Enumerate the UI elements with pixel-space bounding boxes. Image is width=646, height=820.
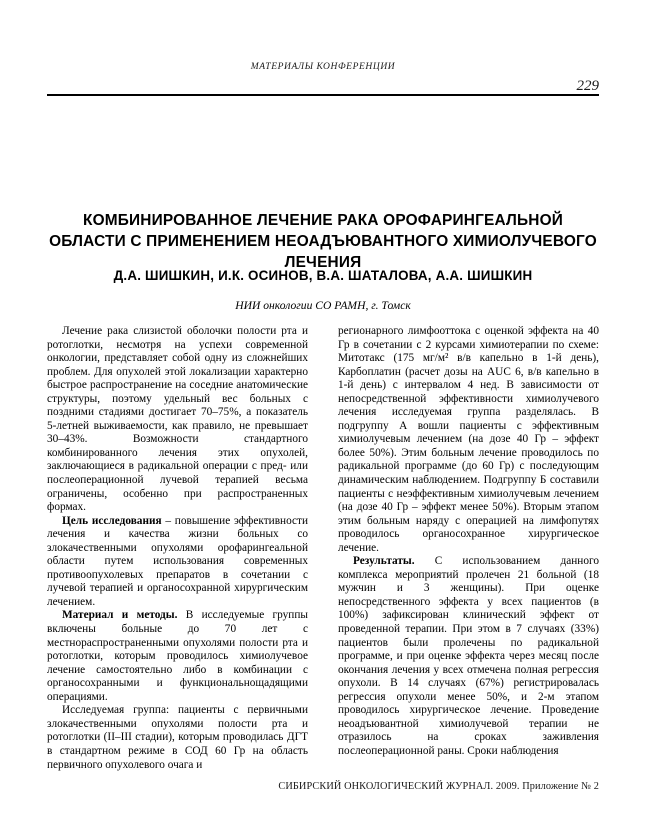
running-head: МАТЕРИАЛЫ КОНФЕРЕНЦИИ	[250, 62, 396, 72]
paragraph: Материал и методы. В исследуемые группы включены больные до 70 лет с местнораспространенными опухолями полости рта и ротоглотки, которым проводилось химиолучевое лечение самостоятельно либо в комбинации с органосохранными и функциональнощадящими операциями.	[47, 609, 308, 703]
body-column-right	[338, 325, 599, 759]
page-number: 229	[576, 78, 599, 94]
body-column-left	[47, 325, 308, 772]
paragraph: Исследуемая группа: пациенты с первичными злокачественными опухолями полости рта и ротоглотки (II–III стадии), которым проводилась ДГТ в стандартном режиме в СОД 60 Гр на область первичного опухолевого очага и	[47, 704, 308, 771]
header-divider	[47, 94, 599, 96]
paragraph: Результаты. С использованием данного комплекса мероприятий пролечен 21 больной (18 мужчин и 3 женщины). При оценке непосредственного эффекта у всех пациентов (в 100%) зафиксирован клинический эффект от проведенной терапии. При этом в 7 случаях (33%) пациентов были пролечены по радикальной программе, и при оценке эффекта через месяц после окончания лечения у всех отмечена полная регрессия опухоли. В 14 случаях (67%) регистрировалась регрессия опухоли менее 50%, и 2-м этапом проводилось хирургическое лечение. Проведение неоадъювантной химиолучевой терапии не отразилось на сроках заживления послеоперационной раны. Сроки наблюдения	[338, 555, 599, 757]
footer-journal-line: СИБИРСКИЙ ОНКОЛОГИЧЕСКИЙ ЖУРНАЛ. 2009. Приложение № 2	[278, 781, 599, 792]
article-affiliation: НИИ онкологии СО РАМН, г. Томск	[235, 299, 411, 312]
article-title: КОМБИНИРОВАННОЕ ЛЕЧЕНИЕ РАКА ОРОФАРИНГЕАЛЬНОЙ ОБЛАСТИ С ПРИМЕНЕНИЕМ НЕОАДЪЮВАНТНОГО ХИМИОЛУЧЕВОГО ЛЕЧЕНИЯ	[49, 212, 597, 272]
article-authors: Д.А. ШИШКИН, И.К. ОСИНОВ, В.А. ШАТАЛОВА, А.А. ШИШКИН	[113, 268, 533, 283]
body-columns	[47, 325, 599, 771]
paragraph: Лечение рака слизистой оболочки полости рта и ротоглотки, несмотря на успехи современной онкологии, представляет собой одну из сложнейших проблем. Для опухолей этой локализации характерно быстрое распространение на соседние анатомические структуры, поэтому удельный вес больных с поздними стадиями достигает 70–75%, а показатель 5-летней выживаемости, как правило, не превышает 30–43%. Возможности стандартного комбинированного лечения этих опухолей, заключающиеся в радикальной операции с пред- или послеоперационной лучевой терапией весьма ограничены, особенно при распространенных формах.	[47, 325, 308, 514]
paragraph: регионарного лимфооттока с оценкой эффекта на 40 Гр в сочетании с 2 курсами химиотерапии по схеме: Митотакс (175 мг/м² в/в капельно в 1-й день), Карбоплатин (расчет дозы на AUC 6, в/в капельно в 1-й день) с интервалом 4 нед. В зависимости от непосредственной эффективности химиолучевого лечения исследуемая группа разделялась. В подгруппу А вошли пациенты с эффективным химиолучевым лечением (на дозе 40 Гр – эффект более 50%). Этим больным лечение проводилось по радикальной программе (до 60 Гр) с последующим динамическим наблюдением. Подгруппу Б составили пациенты с неэффективным химиолучевым лечением (на дозе 40 Гр – эффект менее 50%). Вторым этапом этим больным наряду с операцией на лимфопутях проводилось органосохранное хирургическое лечение.	[338, 325, 599, 554]
paragraph: Цель исследования – повышение эффективности лечения и качества жизни больных со злокачественными опухолями орофарингеальной области путем использования современных противоопухолевых препаратов в сочетании с лучевой терапией и органосохранной хирургическим лечением.	[47, 514, 308, 608]
